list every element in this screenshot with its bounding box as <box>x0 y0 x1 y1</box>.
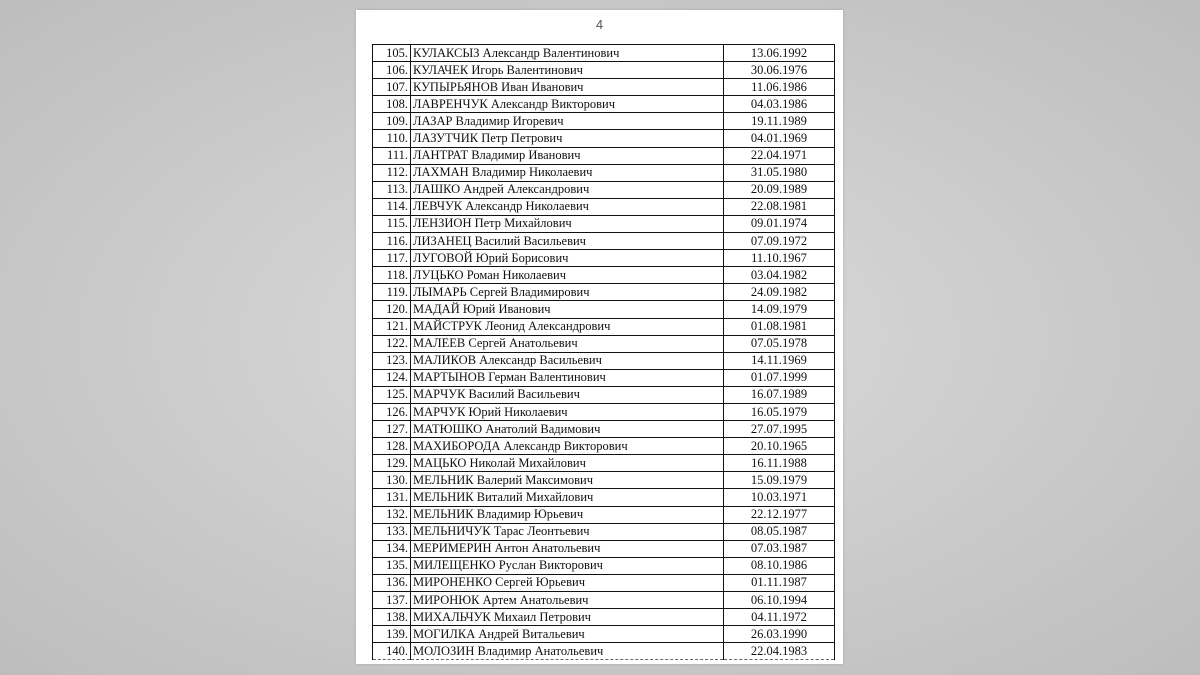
table-row <box>373 215 835 232</box>
table-row <box>373 592 835 609</box>
birth-date-cell: 07.09.1972 <box>724 233 835 250</box>
person-name-cell: МАТЮШКО Анатолий Вадимович <box>411 421 724 438</box>
table-row <box>373 147 835 164</box>
birth-date-cell: 14.11.1969 <box>724 352 835 369</box>
person-name-cell: ЛАНТРАТ Владимир Иванович <box>411 147 724 164</box>
person-name-cell: КУПЫРЬЯНОВ Иван Иванович <box>411 79 724 96</box>
row-number-cell: 112. <box>373 164 411 181</box>
person-name-cell: КУЛАКСЫЗ Александр Валентинович <box>411 45 724 62</box>
row-number-cell: 138. <box>373 609 411 626</box>
person-name-cell: ЛУГОВОЙ Юрий Борисович <box>411 250 724 267</box>
row-number-cell: 129. <box>373 455 411 472</box>
birth-date-cell: 03.04.1982 <box>724 267 835 284</box>
person-name-cell: КУЛАЧЕК Игорь Валентинович <box>411 62 724 79</box>
person-name-cell: ЛЕНЗИОН Петр Михайлович <box>411 215 724 232</box>
table-row <box>373 472 835 489</box>
birth-date-cell: 11.06.1986 <box>724 79 835 96</box>
birth-date-cell: 20.09.1989 <box>724 181 835 198</box>
birth-date-cell: 16.05.1979 <box>724 403 835 420</box>
row-number-cell: 106. <box>373 62 411 79</box>
row-number-cell: 139. <box>373 626 411 643</box>
birth-date-cell: 16.11.1988 <box>724 455 835 472</box>
table-row <box>373 96 835 113</box>
table-row <box>373 369 835 386</box>
table-row <box>373 523 835 540</box>
row-number-cell: 107. <box>373 79 411 96</box>
table-row <box>373 62 835 79</box>
table-row <box>373 626 835 643</box>
row-number-cell: 119. <box>373 284 411 301</box>
person-name-cell: МИЛЕЩЕНКО Руслан Викторович <box>411 557 724 574</box>
row-number-cell: 110. <box>373 130 411 147</box>
table-row <box>373 250 835 267</box>
row-number-cell: 136. <box>373 574 411 591</box>
person-name-cell: МАХИБОРОДА Александр Викторович <box>411 438 724 455</box>
person-name-cell: ЛУЦЬКО Роман Николаевич <box>411 267 724 284</box>
birth-date-cell: 06.10.1994 <box>724 592 835 609</box>
table-row <box>373 352 835 369</box>
birth-date-cell: 16.07.1989 <box>724 386 835 403</box>
row-number-cell: 134. <box>373 540 411 557</box>
birth-date-cell: 13.06.1992 <box>724 45 835 62</box>
table-row <box>373 455 835 472</box>
birth-date-cell: 08.05.1987 <box>724 523 835 540</box>
row-number-cell: 117. <box>373 250 411 267</box>
row-number-cell: 118. <box>373 267 411 284</box>
birth-date-cell: 04.11.1972 <box>724 609 835 626</box>
table-row <box>373 164 835 181</box>
person-name-cell: МАЛЕЕВ Сергей Анатольевич <box>411 335 724 352</box>
row-number-cell: 131. <box>373 489 411 506</box>
row-number-cell: 109. <box>373 113 411 130</box>
person-name-cell: ЛАХМАН Владимир Николаевич <box>411 164 724 181</box>
person-name-cell: ЛИЗАНЕЦ Василий Васильевич <box>411 233 724 250</box>
person-name-cell: МИХАЛЬЧУК Михаил Петрович <box>411 609 724 626</box>
person-name-cell: ЛАЗУТЧИК Петр Петрович <box>411 130 724 147</box>
person-name-cell: МИРОНЕНКО Сергей Юрьевич <box>411 574 724 591</box>
table-row <box>373 574 835 591</box>
table-row <box>373 45 835 62</box>
table-row <box>373 403 835 420</box>
person-name-cell: ЛАВРЕНЧУК Александр Викторович <box>411 96 724 113</box>
person-name-cell: ЛАШКО Андрей Александрович <box>411 181 724 198</box>
birth-date-cell: 07.03.1987 <box>724 540 835 557</box>
birth-date-cell: 22.08.1981 <box>724 198 835 215</box>
table-row <box>373 267 835 284</box>
birth-date-cell: 08.10.1986 <box>724 557 835 574</box>
birth-date-cell: 15.09.1979 <box>724 472 835 489</box>
roster-table <box>372 44 835 660</box>
table-row <box>373 421 835 438</box>
birth-date-cell: 04.03.1986 <box>724 96 835 113</box>
page-number: 4 <box>595 17 604 32</box>
row-number-cell: 126. <box>373 403 411 420</box>
birth-date-cell: 10.03.1971 <box>724 489 835 506</box>
row-number-cell: 108. <box>373 96 411 113</box>
table-row <box>373 489 835 506</box>
birth-date-cell: 01.11.1987 <box>724 574 835 591</box>
person-name-cell: МЕЛЬНИК Виталий Михайлович <box>411 489 724 506</box>
birth-date-cell: 27.07.1995 <box>724 421 835 438</box>
table-row <box>373 318 835 335</box>
table-row <box>373 79 835 96</box>
birth-date-cell: 31.05.1980 <box>724 164 835 181</box>
person-name-cell: МОЛОЗИН Владимир Анатольевич <box>411 643 724 660</box>
birth-date-cell: 01.08.1981 <box>724 318 835 335</box>
person-name-cell: МАДАЙ Юрий Иванович <box>411 301 724 318</box>
row-number-cell: 111. <box>373 147 411 164</box>
row-number-cell: 115. <box>373 215 411 232</box>
table-row <box>373 506 835 523</box>
birth-date-cell: 11.10.1967 <box>724 250 835 267</box>
table-row <box>373 130 835 147</box>
birth-date-cell: 19.11.1989 <box>724 113 835 130</box>
person-name-cell: МИРОНЮК Артем Анатольевич <box>411 592 724 609</box>
row-number-cell: 124. <box>373 369 411 386</box>
birth-date-cell: 26.03.1990 <box>724 626 835 643</box>
table-row <box>373 609 835 626</box>
table-row <box>373 540 835 557</box>
row-number-cell: 120. <box>373 301 411 318</box>
person-name-cell: МАЦЬКО Николай Михайлович <box>411 455 724 472</box>
birth-date-cell: 22.12.1977 <box>724 506 835 523</box>
table-row <box>373 113 835 130</box>
table-row <box>373 386 835 403</box>
row-number-cell: 127. <box>373 421 411 438</box>
table-row <box>373 643 835 660</box>
person-name-cell: МОГИЛКА Андрей Витальевич <box>411 626 724 643</box>
person-name-cell: ЛЕВЧУК Александр Николаевич <box>411 198 724 215</box>
table-row <box>373 284 835 301</box>
row-number-cell: 135. <box>373 557 411 574</box>
person-name-cell: ЛЫМАРЬ Сергей Владимирович <box>411 284 724 301</box>
row-number-cell: 137. <box>373 592 411 609</box>
row-number-cell: 121. <box>373 318 411 335</box>
row-number-cell: 105. <box>373 45 411 62</box>
person-name-cell: МЕРИМЕРИН Антон Анатольевич <box>411 540 724 557</box>
table-row <box>373 557 835 574</box>
person-name-cell: МЕЛЬНИЧУК Тарас Леонтьевич <box>411 523 724 540</box>
row-number-cell: 133. <box>373 523 411 540</box>
person-name-cell: ЛАЗАР Владимир Игоревич <box>411 113 724 130</box>
person-name-cell: МАЙСТРУК Леонид Александрович <box>411 318 724 335</box>
row-number-cell: 113. <box>373 181 411 198</box>
person-name-cell: МАРТЫНОВ Герман Валентинович <box>411 369 724 386</box>
table-row <box>373 233 835 250</box>
document-page <box>356 10 843 664</box>
row-number-cell: 132. <box>373 506 411 523</box>
person-name-cell: МАРЧУК Юрий Николаевич <box>411 403 724 420</box>
table-row <box>373 198 835 215</box>
birth-date-cell: 04.01.1969 <box>724 130 835 147</box>
birth-date-cell: 24.09.1982 <box>724 284 835 301</box>
row-number-cell: 125. <box>373 386 411 403</box>
row-number-cell: 116. <box>373 233 411 250</box>
birth-date-cell: 30.06.1976 <box>724 62 835 79</box>
row-number-cell: 123. <box>373 352 411 369</box>
person-name-cell: МЕЛЬНИК Валерий Максимович <box>411 472 724 489</box>
row-number-cell: 140. <box>373 643 411 660</box>
birth-date-cell: 20.10.1965 <box>724 438 835 455</box>
person-name-cell: МЕЛЬНИК Владимир Юрьевич <box>411 506 724 523</box>
birth-date-cell: 01.07.1999 <box>724 369 835 386</box>
birth-date-cell: 07.05.1978 <box>724 335 835 352</box>
birth-date-cell: 22.04.1983 <box>724 643 835 660</box>
person-name-cell: МАЛИКОВ Александр Васильевич <box>411 352 724 369</box>
table-row <box>373 438 835 455</box>
row-number-cell: 122. <box>373 335 411 352</box>
table-row <box>373 335 835 352</box>
table-row <box>373 181 835 198</box>
birth-date-cell: 09.01.1974 <box>724 215 835 232</box>
person-name-cell: МАРЧУК Василий Васильевич <box>411 386 724 403</box>
birth-date-cell: 14.09.1979 <box>724 301 835 318</box>
row-number-cell: 128. <box>373 438 411 455</box>
birth-date-cell: 22.04.1971 <box>724 147 835 164</box>
table-row <box>373 301 835 318</box>
row-number-cell: 114. <box>373 198 411 215</box>
roster-table-body <box>373 45 835 660</box>
row-number-cell: 130. <box>373 472 411 489</box>
